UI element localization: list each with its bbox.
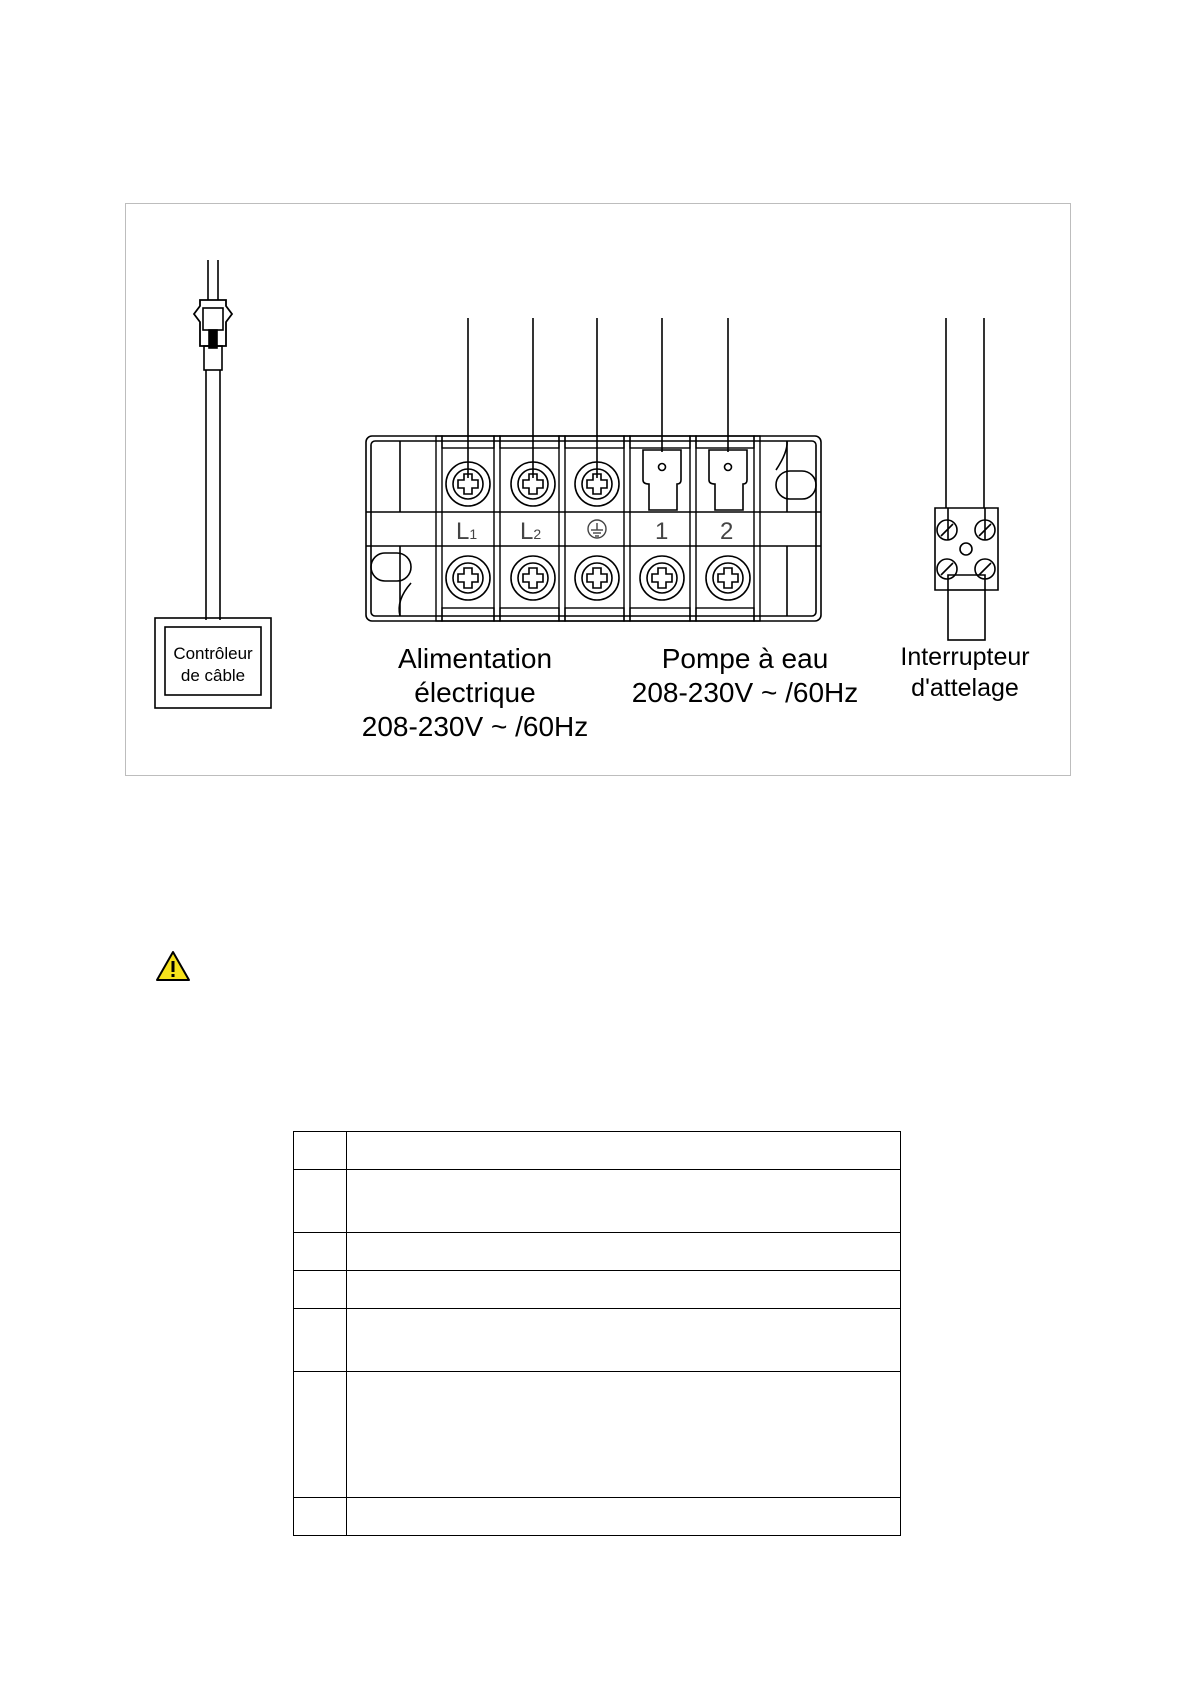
table-cell-number — [294, 1132, 347, 1170]
terminal-label-L1: L1 — [456, 518, 478, 545]
terminal-label-1: 1 — [655, 518, 669, 545]
table-row — [294, 1309, 901, 1372]
spade-terminal-1 — [643, 450, 681, 510]
screw-L2-top — [511, 462, 555, 506]
terminal-labels — [456, 518, 733, 545]
interlock-switch-line2: d'attelage — [911, 673, 1019, 702]
screw-L1-top — [446, 462, 490, 506]
power-supply-label — [340, 642, 610, 744]
power-supply-voltage: 208-230V ~ /60Hz — [361, 711, 589, 743]
table-cell-number — [294, 1233, 347, 1271]
screw-pump1-bottom — [640, 556, 684, 600]
table-cell-text — [347, 1372, 901, 1498]
terminal-label-L2: L2 — [520, 518, 542, 545]
terminal-label-2: 2 — [720, 518, 734, 545]
water-pump-voltage: 208-230V ~ /60Hz — [631, 677, 859, 709]
interlock-switch-label — [880, 642, 1050, 703]
table-cell-text — [347, 1132, 901, 1170]
interlock-switch — [935, 318, 998, 640]
screw-L2-bottom — [511, 556, 555, 600]
table-row — [294, 1233, 901, 1271]
warning-triangle-icon — [155, 950, 191, 982]
terminal-screws — [446, 462, 750, 600]
table-row — [294, 1271, 901, 1309]
terminal-wires — [468, 318, 728, 478]
screw-pump2-bottom — [706, 556, 750, 600]
table-cell-number — [294, 1271, 347, 1309]
power-supply-line1: Alimentation — [397, 643, 553, 674]
table-cell-text — [347, 1271, 901, 1309]
table-row — [294, 1372, 901, 1498]
table-cell-number — [294, 1170, 347, 1233]
controller-label-line2: de câble — [180, 666, 246, 686]
table-row — [294, 1132, 901, 1170]
table-cell-text — [347, 1233, 901, 1271]
interlock-switch-line1: Interrupteur — [900, 643, 1030, 671]
screw-L1-bottom — [446, 556, 490, 600]
spade-terminal-2 — [709, 450, 747, 510]
water-pump-line1: Pompe à eau — [661, 643, 829, 674]
table-row — [294, 1170, 901, 1233]
table-cell-text — [347, 1309, 901, 1372]
table-cell-number — [294, 1309, 347, 1372]
earth-ground-icon — [588, 520, 606, 538]
spade-connectors — [643, 450, 747, 510]
screw-earth-bottom — [575, 556, 619, 600]
table-row — [294, 1498, 901, 1536]
screw-earth-top — [575, 462, 619, 506]
controller-cable — [194, 260, 232, 620]
table-cell-text — [347, 1498, 901, 1536]
specification-table — [293, 1131, 901, 1536]
controller-label-line1: Contrôleur — [173, 644, 253, 663]
table-cell-number — [294, 1498, 347, 1536]
table-cell-text — [347, 1170, 901, 1233]
power-supply-line2: électrique — [414, 677, 536, 709]
controller-label — [158, 643, 268, 687]
table-cell-number — [294, 1372, 347, 1498]
water-pump-label — [610, 642, 880, 710]
